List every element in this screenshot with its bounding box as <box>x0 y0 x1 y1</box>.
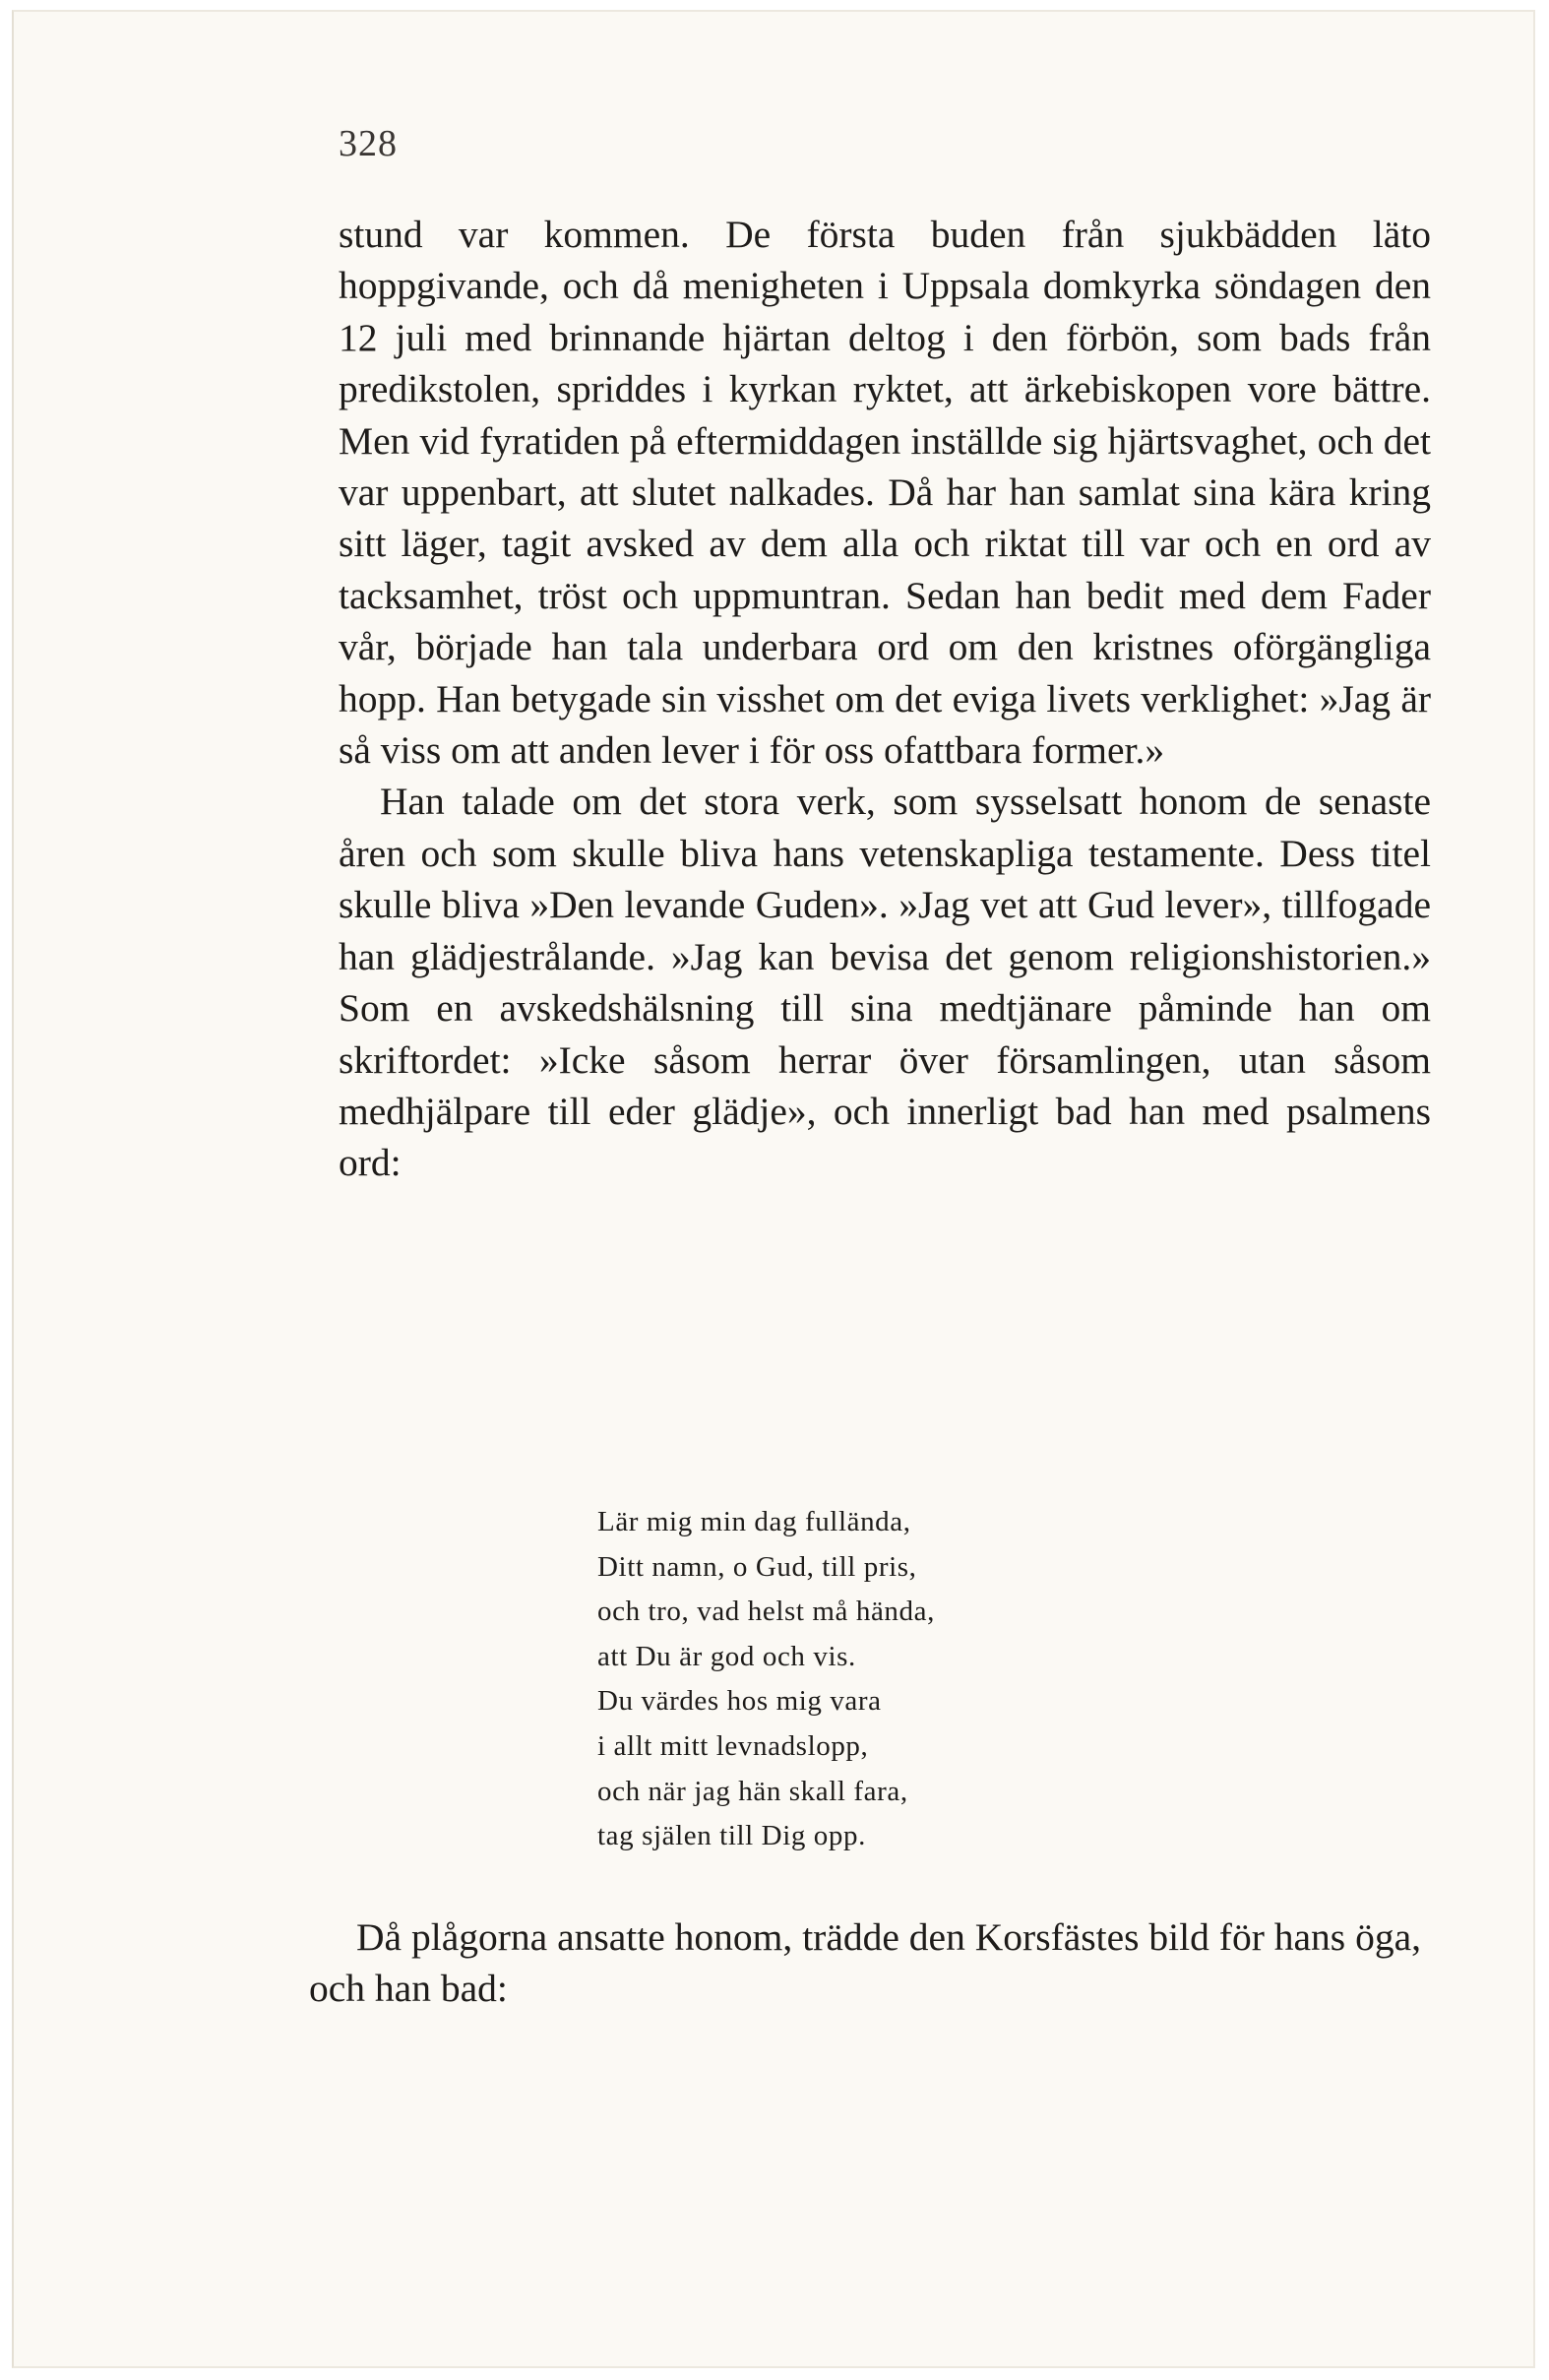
psalm-line: att Du är god och vis. <box>597 1640 856 1672</box>
paragraph-2: Han talade om det stora verk, som sysselsatt honom de senaste åren och som skulle bliva hans vetenskapliga testamente. Dess titel skulle bliva »Den levande Guden». »Jag vet att Gud lever», tillfogade han glädjestrålande. »Jag kan bevisa det genom religionshistorien.» Som en avskedshälsning till sina medtjänare påminde han om skriftordet: »Icke såsom herrar över församlingen, utan såsom medhjälpare till eder glädje», och innerligt bad han med psalmens ord: <box>339 780 1431 1185</box>
psalm-line: Lär mig min dag fulländа, <box>597 1506 911 1537</box>
book-page <box>12 10 1535 2368</box>
closing-paragraph: Då plågorna ansatte honom, trädde den Korsfästes bild för hans öga, och han bad: <box>309 1915 1421 2011</box>
body-text <box>339 209 1431 1189</box>
psalm-line: och när jag hän skall fara, <box>597 1775 908 1807</box>
psalm-verse <box>597 1500 935 1859</box>
psalm-line: Ditt namn, o Gud, till pris, <box>597 1550 917 1583</box>
paragraph-1: stund var kommen. De första buden från sjukbädden läto hoppgivande, och då menigheten i Uppsala domkyrka söndagen den 12 juli med brinnande hjärtan deltog i den förbön, som bads från predikstolen, spriddes i kyrkan ryktet, att ärkebiskopen vore bättre. Men vid fyratiden på eftermiddagen inställde sig hjärtsvaghet, och det var uppenbart, att slutet nalkades. Då har han samlat sina kära kring sitt läger, tagit avsked av dem alla och riktat till var och en ord av tacksamhet, tröst och uppmuntran. Sedan han bedit med dem Fader vår, började han tala underbara ord om den kristnes oförgängliga hopp. Han betygade sin visshet om det eviga livets verklighet: »Jag är så viss om att anden lever i för oss ofattbara former.» <box>339 213 1431 773</box>
psalm-line: i allt mitt levnadslopp, <box>597 1729 869 1762</box>
psalm-line: och tro, vad helst må hända, <box>597 1596 935 1628</box>
page-number: 328 <box>339 123 398 164</box>
psalm-line: tag själen till Dig opp. <box>597 1820 866 1852</box>
psalm-line: Du värdes hos mig vara <box>597 1685 882 1718</box>
